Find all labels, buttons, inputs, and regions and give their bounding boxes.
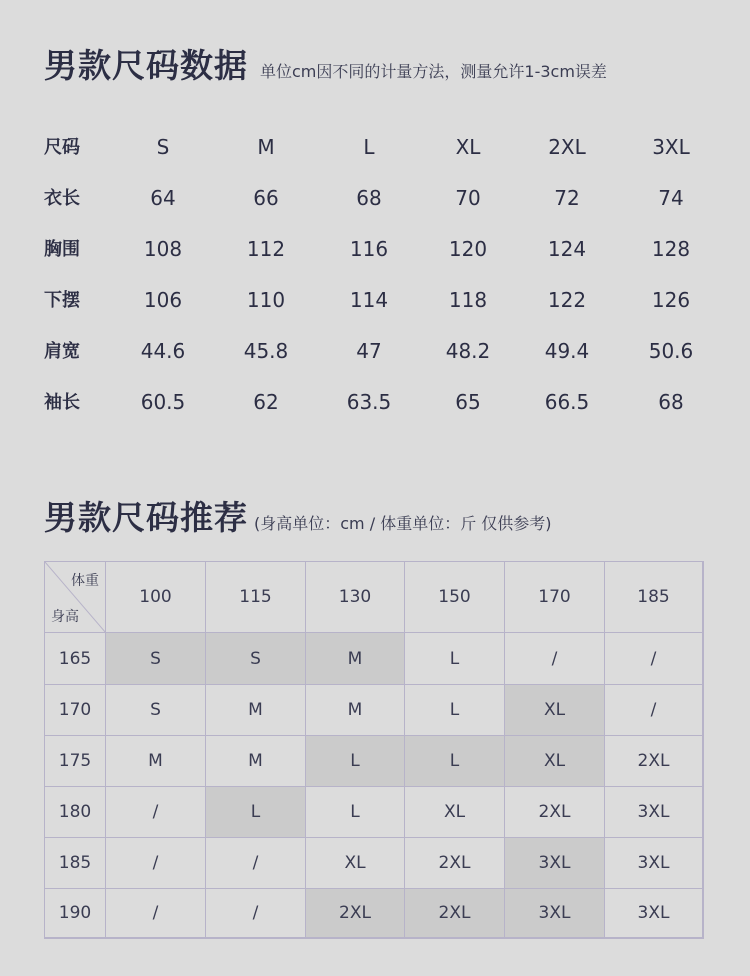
- size-recommendation-cell: 2XL: [405, 838, 505, 889]
- weight-header-cell: 170: [505, 562, 605, 633]
- size-recommendation-cell: L: [206, 787, 306, 838]
- size-header-cell: 3XL: [652, 135, 690, 159]
- size-recommendation-cell: M: [206, 685, 306, 736]
- measurement-value: 60.5: [140, 390, 186, 414]
- size-recommendation-cell: 2XL: [306, 889, 405, 938]
- size-recommendation-cell: L: [405, 736, 505, 787]
- size-data-title: 男款尺码数据: [44, 46, 248, 85]
- size-recommendation-cell: 2XL: [405, 889, 505, 938]
- size-recommendation-cell: XL: [306, 838, 405, 889]
- corner-height-label: 身高: [51, 609, 79, 625]
- weight-header-cell: 130: [306, 562, 405, 633]
- measurement-value: 62: [253, 390, 279, 414]
- size-row: [0, 326, 750, 377]
- size-recommendation-cell: /: [106, 787, 206, 838]
- measurement-value: 120: [448, 237, 488, 261]
- measurement-value: 50.6: [648, 339, 694, 363]
- size-header-cell: L: [363, 135, 375, 159]
- size-recommendation-cell: M: [306, 685, 405, 736]
- height-label-cell: 165: [45, 633, 106, 685]
- measurement-label: 袖长: [44, 392, 80, 413]
- measurement-value: 49.4: [544, 339, 590, 363]
- weight-header-cell: 150: [405, 562, 505, 633]
- size-recommendation-cell: /: [106, 889, 206, 938]
- grid-corner-cell: [45, 562, 106, 633]
- recommendation-title: 男款尺码推荐: [44, 498, 248, 537]
- size-recommendation-cell: 3XL: [605, 838, 703, 889]
- measurement-value: 110: [246, 288, 286, 312]
- size-data-header: [44, 40, 607, 87]
- size-recommendation-cell: 2XL: [505, 787, 605, 838]
- size-recommendation-cell: /: [605, 633, 703, 685]
- measurement-value: 68: [356, 186, 382, 210]
- corner-weight-label: 体重: [71, 573, 99, 589]
- size-recommendation-cell: /: [106, 838, 206, 889]
- measurement-value: 63.5: [346, 390, 392, 414]
- measurement-value: 114: [349, 288, 389, 312]
- height-label-cell: 170: [45, 685, 106, 736]
- size-recommendation-cell: 3XL: [605, 889, 703, 938]
- measurement-value: 64: [150, 186, 176, 210]
- size-header-label: 尺码: [44, 137, 80, 158]
- size-recommendation-cell: L: [405, 633, 505, 685]
- measurement-value: 122: [547, 288, 587, 312]
- size-recommendation-cell: /: [505, 633, 605, 685]
- size-header-cell: M: [257, 135, 275, 159]
- size-row: [0, 173, 750, 224]
- measurement-value: 68: [658, 390, 684, 414]
- size-recommendation-cell: 3XL: [605, 787, 703, 838]
- size-recommendation-cell: L: [405, 685, 505, 736]
- size-recommendation-cell: S: [106, 633, 206, 685]
- size-recommendation-cell: S: [106, 685, 206, 736]
- measurement-value: 66.5: [544, 390, 590, 414]
- measurement-value: 106: [143, 288, 183, 312]
- measurement-value: 128: [651, 237, 691, 261]
- size-row: [0, 377, 750, 428]
- size-row: [0, 224, 750, 275]
- size-recommendation-cell: M: [306, 633, 405, 685]
- size-recommendation-cell: XL: [405, 787, 505, 838]
- measurement-value: 47: [356, 339, 382, 363]
- weight-header-cell: 115: [206, 562, 306, 633]
- size-recommendation-cell: S: [206, 633, 306, 685]
- height-label-cell: 185: [45, 838, 106, 889]
- size-recommendation-cell: M: [106, 736, 206, 787]
- weight-header-cell: 185: [605, 562, 703, 633]
- measurement-label: 胸围: [44, 239, 80, 260]
- size-recommendation-cell: /: [206, 889, 306, 938]
- measurement-value: 124: [547, 237, 587, 261]
- size-header-cell: S: [156, 135, 170, 159]
- measurement-label: 肩宽: [44, 341, 80, 362]
- height-label-cell: 175: [45, 736, 106, 787]
- measurement-value: 116: [349, 237, 389, 261]
- recommendation-grid: [44, 561, 704, 939]
- size-recommendation-cell: /: [605, 685, 703, 736]
- measurement-value: 44.6: [140, 339, 186, 363]
- measurement-value: 48.2: [445, 339, 491, 363]
- recommendation-subtitle: (身高单位：cm / 体重单位：斤 仅供参考): [254, 514, 552, 533]
- size-recommendation-cell: M: [206, 736, 306, 787]
- recommendation-header: [44, 492, 552, 539]
- size-header-row: [0, 122, 750, 173]
- measurement-value: 66: [253, 186, 279, 210]
- measurement-value: 74: [658, 186, 684, 210]
- size-recommendation-cell: 2XL: [605, 736, 703, 787]
- measurement-label: 衣长: [44, 188, 80, 209]
- size-recommendation-cell: XL: [505, 736, 605, 787]
- size-recommendation-cell: XL: [505, 685, 605, 736]
- measurement-value: 112: [246, 237, 286, 261]
- size-recommendation-cell: L: [306, 736, 405, 787]
- measurement-value: 65: [455, 390, 481, 414]
- measurement-value: 108: [143, 237, 183, 261]
- size-data-subtitle: 单位cm因不同的计量方法，测量允许1-3cm误差: [260, 62, 607, 81]
- measurement-value: 126: [651, 288, 691, 312]
- measurement-label: 下摆: [44, 290, 80, 311]
- height-label-cell: 180: [45, 787, 106, 838]
- size-recommendation-cell: /: [206, 838, 306, 889]
- size-recommendation-cell: 3XL: [505, 889, 605, 938]
- height-label-cell: 190: [45, 889, 106, 938]
- measurement-value: 70: [455, 186, 481, 210]
- weight-header-cell: 100: [106, 562, 206, 633]
- measurement-value: 118: [448, 288, 488, 312]
- measurement-value: 45.8: [243, 339, 289, 363]
- size-recommendation-cell: L: [306, 787, 405, 838]
- size-recommendation-cell: 3XL: [505, 838, 605, 889]
- measurement-value: 72: [554, 186, 580, 210]
- size-header-cell: 2XL: [548, 135, 586, 159]
- size-header-cell: XL: [455, 135, 481, 159]
- size-row: [0, 275, 750, 326]
